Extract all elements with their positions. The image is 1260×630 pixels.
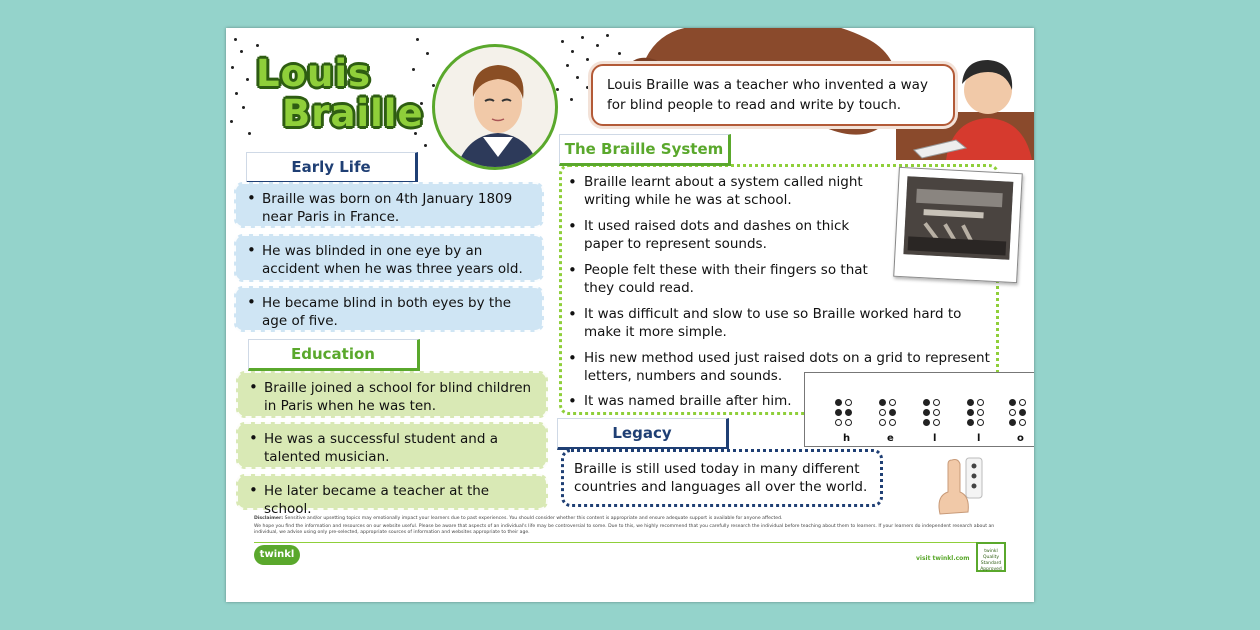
night-writing-photo bbox=[893, 167, 1023, 283]
braille-system-item: • It was named braille after him. bbox=[584, 392, 814, 410]
early-life-item-text: He was blinded in one eye by an accident when he was three years old. bbox=[262, 243, 523, 277]
braille-letter: l bbox=[977, 433, 981, 444]
early-life-item bbox=[234, 286, 544, 332]
education-item bbox=[236, 422, 548, 469]
title-line-2: Braille bbox=[282, 92, 424, 135]
disclaimer-text: Sensitive and/or upsetting topics may emotionally impact your learners due to past experiences. You should consider whether this content is appropriate and ensure adequate support is available for anyone affected. bbox=[284, 516, 783, 521]
legacy-box: Braille is still used today in many different countries and languages all over the world. bbox=[561, 449, 883, 507]
early-life-item-text: Braille was born on 4th January 1809 near Paris in France. bbox=[262, 191, 513, 225]
early-life-item-text: He became blind in both eyes by the age of five. bbox=[262, 295, 512, 329]
portrait-image bbox=[432, 44, 558, 170]
early-life-item bbox=[234, 234, 544, 282]
education-item-text: Braille joined a school for blind children in Paris when he was ten. bbox=[264, 380, 532, 414]
braille-letter: h bbox=[843, 433, 851, 444]
braille-system-item: • People felt these with their fingers so that they could read. bbox=[584, 261, 874, 297]
finger-reading-illustration bbox=[930, 452, 990, 516]
quality-badge: twinkl Quality Standard Approved bbox=[976, 542, 1006, 572]
page-title bbox=[256, 54, 424, 134]
intro-box: Louis Braille was a teacher who invented a way for blind people to read and write by touch. bbox=[591, 64, 955, 126]
braille-system-item: • It was difficult and slow to use so Braille worked hard to make it more simple. bbox=[584, 305, 984, 341]
education-heading: Education bbox=[248, 339, 420, 371]
legacy-heading: Legacy bbox=[557, 418, 729, 450]
education-item-text: He was a successful student and a talented musician. bbox=[264, 431, 498, 465]
braille-system-item: • Braille learnt about a system called night writing while he was at school. bbox=[584, 173, 874, 209]
education-item bbox=[236, 371, 548, 418]
disclaimer-line-2: We hope you find the information and resources on our website useful. Please be aware that aspects of an individual's life may be controversial to some. Due to this, we highly recommend that you carefully research the individual before teaching about them to learners. If your learners do independent research about an individual, we advise using only pre-selected, appropriate sources of information and websites appropriate to their age. bbox=[254, 524, 995, 535]
fact-sheet bbox=[226, 28, 1034, 602]
braille-letter: l bbox=[933, 433, 937, 444]
braille-letter: e bbox=[887, 433, 894, 444]
braille-system-heading: The Braille System bbox=[559, 134, 731, 166]
education-item-text: He later became a teacher at the school. bbox=[264, 483, 490, 517]
disclaimer-label: Disclaimer: bbox=[254, 516, 284, 521]
braille-letter: o bbox=[1017, 433, 1024, 444]
braille-alphabet-strip bbox=[804, 372, 1034, 447]
early-life-heading: Early Life bbox=[246, 152, 418, 184]
education-item bbox=[236, 474, 548, 517]
twinkl-logo: twinkl bbox=[254, 545, 300, 565]
title-line-1: Louis bbox=[256, 52, 372, 95]
footer-divider bbox=[254, 542, 1006, 543]
early-life-item bbox=[234, 182, 544, 228]
disclaimer-line-1 bbox=[254, 516, 1009, 522]
braille-system-item: • His new method used just raised dots on a grid to represent letters, numbers and sounds. bbox=[584, 349, 994, 385]
visit-link[interactable]: visit twinkl.com bbox=[916, 555, 970, 562]
braille-system-item: • It used raised dots and dashes on thick paper to represent sounds. bbox=[584, 217, 884, 253]
